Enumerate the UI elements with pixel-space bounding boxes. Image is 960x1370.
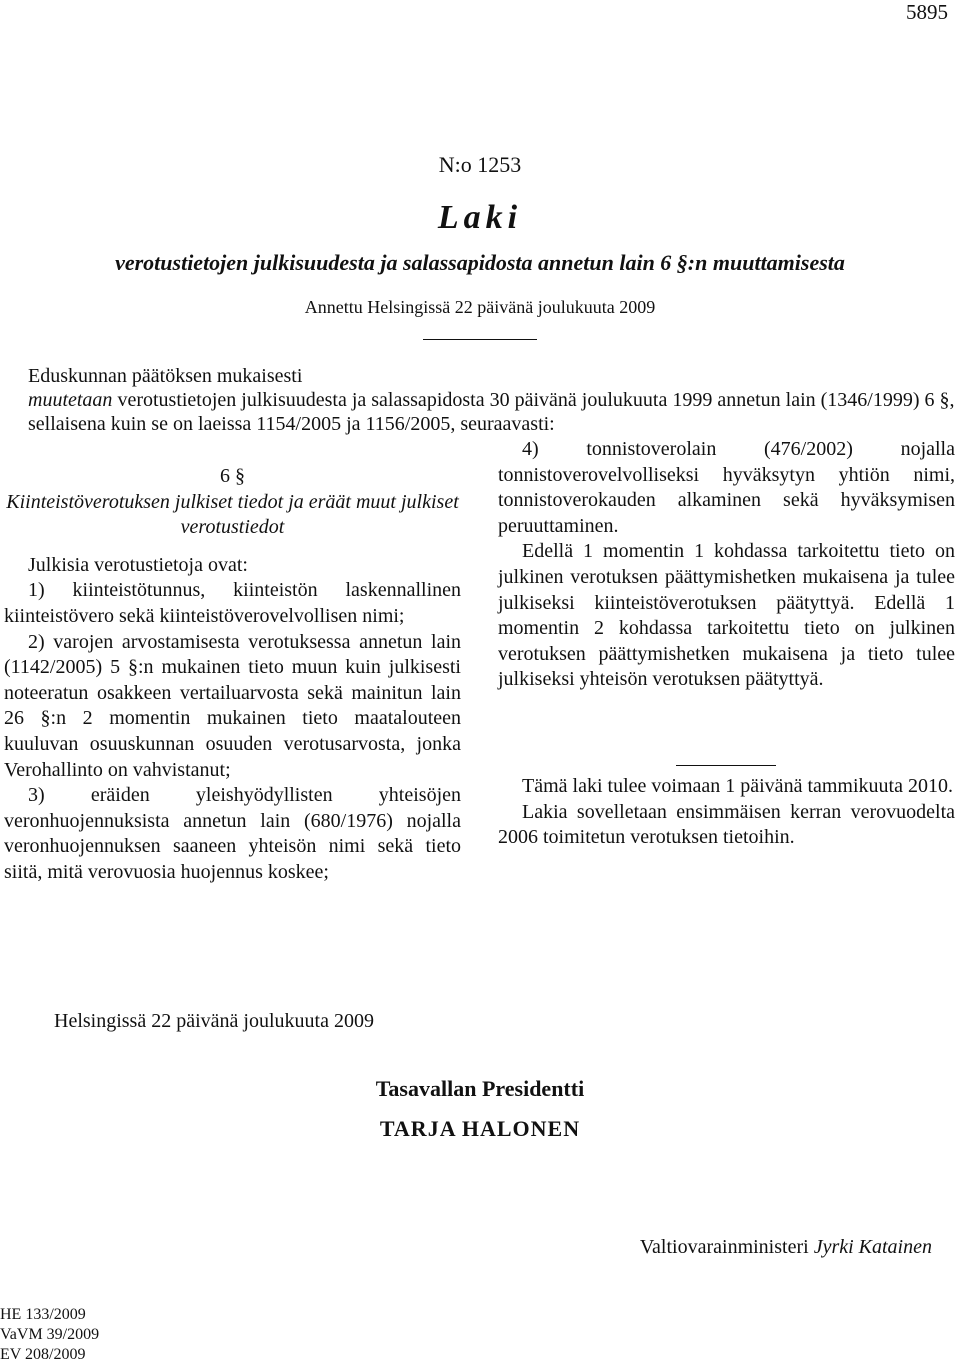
intro-line-1: Eduskunnan päätöksen mukaisesti [28, 365, 303, 387]
minister-title: Valtiovarainministeri [639, 1236, 809, 1258]
section-heading: Kiinteistöverotuksen julkiset tiedot ja eräät muut julkiset verotustiedot [6, 490, 459, 539]
given-date: Annettu Helsingissä 22 päivänä joulukuuta 2009 [304, 297, 656, 317]
minister-name: Jyrki Katainen [813, 1236, 932, 1258]
section-item-1: 1) kiinteistötunnus, kiinteistön laskennallinen kiinteistövero sekä kiinteistöverovelvollisen nimi; [4, 579, 461, 627]
final-provisions [498, 774, 955, 851]
president-title: Tasavallan Presidentti [375, 1076, 585, 1101]
section-lead: Julkisia verotustietoja ovat: [28, 553, 248, 576]
intro-verb: muutetaan [28, 389, 113, 411]
intro [28, 364, 960, 436]
law-title: verotustietojen julkisuudesta ja salassapidosta annetun lain 6 §:n muuttamisesta [115, 250, 845, 275]
place-date: Helsingissä 22 päivänä joulukuuta 2009 [54, 1010, 374, 1032]
divider [676, 765, 776, 766]
section-number: 6 § [220, 465, 245, 487]
entry-into-force: Tämä laki tulee voimaan 1 päivänä tammikuuta 2010. [522, 775, 953, 797]
right-column [498, 437, 955, 693]
section-item-3: 3) eräiden yleishyödyllisten yhteisöjen veronhuojennuksista annetun lain (680/1976) nojalla veronhuojennuksen saaneen yhteisön nimi sekä tieto siitä, mitä verovuosia huojennus koskee; [4, 784, 461, 883]
president-name: TARJA HALONEN [379, 1116, 581, 1141]
section-item-2: 2) varojen arvostamisesta verotuksessa annetun lain (1142/2005) 5 §:n mukainen tieto muun kuin julkisesti noteeratun osakkeen vertailuarvosta sekä mainitun lain 26 §:n 2 momentin mukainen tieto maatalouteen kuuluvan osuuskunnan osuuden verotusarvosta, jonka Verohallinto on vahvistanut; [4, 630, 461, 781]
application: Lakia sovelletaan ensimmäisen kerran verovuodelta 2006 toimitetun verotuksen tietoihin. [498, 800, 955, 849]
reference: HE 133/2009 [0, 1306, 86, 1323]
intro-rest: verotustietojen julkisuudesta ja salassapidosta 30 päivänä joulukuuta 1999 annetun lain (1346/1999) 6 §, sellaisena kuin se on laeissa 1154/2005 ja 1156/2005, seuraavasti: [28, 389, 955, 435]
reference: EV 208/2009 [0, 1346, 86, 1363]
law-number: N:o 1253 [438, 152, 522, 177]
references [0, 1305, 99, 1365]
reference: VaVM 39/2009 [0, 1326, 100, 1343]
minister-signature [640, 1236, 932, 1259]
divider [423, 339, 537, 340]
intro-line-2 [28, 388, 960, 436]
law-kind: Laki [437, 199, 523, 236]
page-number: 5895 [906, 0, 948, 24]
section-closing: Edellä 1 momentin 1 kohdassa tarkoitettu tieto on julkinen verotuksen päättymishetken mukaisena ja tulee julkiseksi kiinteistöverotuksen päätyttyä. Edellä 1 momentin 2 kohdassa tarkoitettu tieto on julkinen verotuksen päättymishetken mukaisena ja tieto tulee julkiseksi yhteisön verotuksen päätyttyä. [498, 540, 955, 691]
section-item-4: 4) tonnistoverolain (476/2002) nojalla tonnistoverovelvolliseksi hyväksytyn yhtiön nimi, tonnistoverokauden alkaminen sekä hyväksymisen peruuttaminen. [498, 438, 955, 537]
left-column [4, 464, 461, 886]
